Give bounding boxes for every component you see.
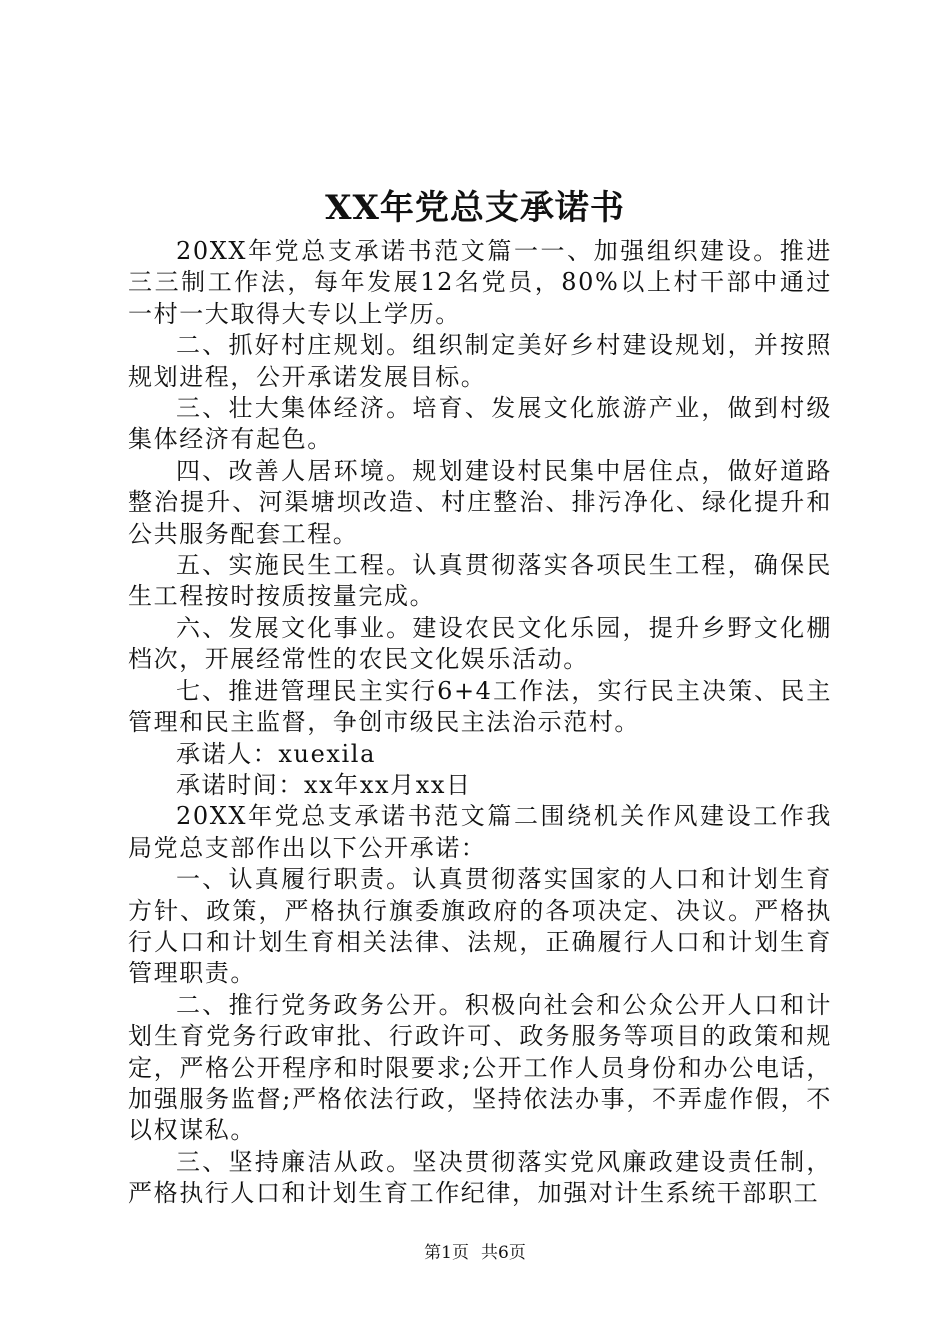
paragraph: 二、抓好村庄规划。组织制定美好乡村建设规划，并按照规划进程，公开承诺发展目标。 — [128, 331, 832, 391]
paragraph: 二、推行党务政务公开。积极向社会和公众公开人口和计划生育党务行政审批、行政许可、政务服务等项目的政策和规定，严格公开程序和时限要求;公开工作人员身份和办公电话，加强服务监督;严格依法行政，坚持依法办事，不弄虚作假，不以权谋私。 — [128, 990, 832, 1145]
document-body — [128, 236, 832, 1210]
paragraph: 七、推进管理民主实行6+4工作法，实行民主决策、民主管理和民主监督，争创市级民主法治示范村。 — [128, 676, 832, 737]
date-line: 承诺时间：xx年xx月xx日 — [176, 770, 472, 799]
page-number: 第1页 — [424, 1243, 469, 1263]
page-footer — [0, 1241, 950, 1265]
paragraph: 六、发展文化事业。建设农民文化乐园，提升乡野文化棚档次，开展经常性的农民文化娱乐活动。 — [128, 613, 832, 674]
paragraph: 20XX年党总支承诺书范文篇一一、加强组织建设。推进三三制工作法，每年发展12名党员，80%以上村干部中通过一村一大取得大专以上学历。 — [128, 237, 832, 328]
signatory-line: 承诺人：xuexila — [176, 739, 376, 768]
paragraph: 三、壮大集体经济。培育、发展文化旅游产业，做到村级集体经济有起色。 — [128, 394, 832, 454]
page-total: 共6页 — [481, 1243, 526, 1263]
paragraph: 五、实施民生工程。认真贯彻落实各项民生工程，确保民生工程按时按质按量完成。 — [128, 551, 832, 611]
paragraph: 一、认真履行职责。认真贯彻落实国家的人口和计划生育方针、政策，严格执行旗委旗政府的各项决定、决议。严格执行人口和计划生育相关法律、法规，正确履行人口和计划生育管理职责。 — [128, 865, 832, 988]
paragraph: 四、改善人居环境。规划建设村民集中居住点，做好道路整治提升、河渠塘坝改造、村庄整治、排污净化、绿化提升和公共服务配套工程。 — [128, 456, 832, 548]
paragraph: 20XX年党总支承诺书范文篇二围绕机关作风建设工作我局党总支部作出以下公开承诺： — [128, 802, 832, 862]
paragraph: 三、坚持廉洁从政。坚决贯彻落实党风廉政建设责任制，严格执行人口和计划生育工作纪律，加强对计生系统干部职工 — [128, 1147, 832, 1208]
document-title: XX年党总支承诺书 — [325, 188, 625, 228]
